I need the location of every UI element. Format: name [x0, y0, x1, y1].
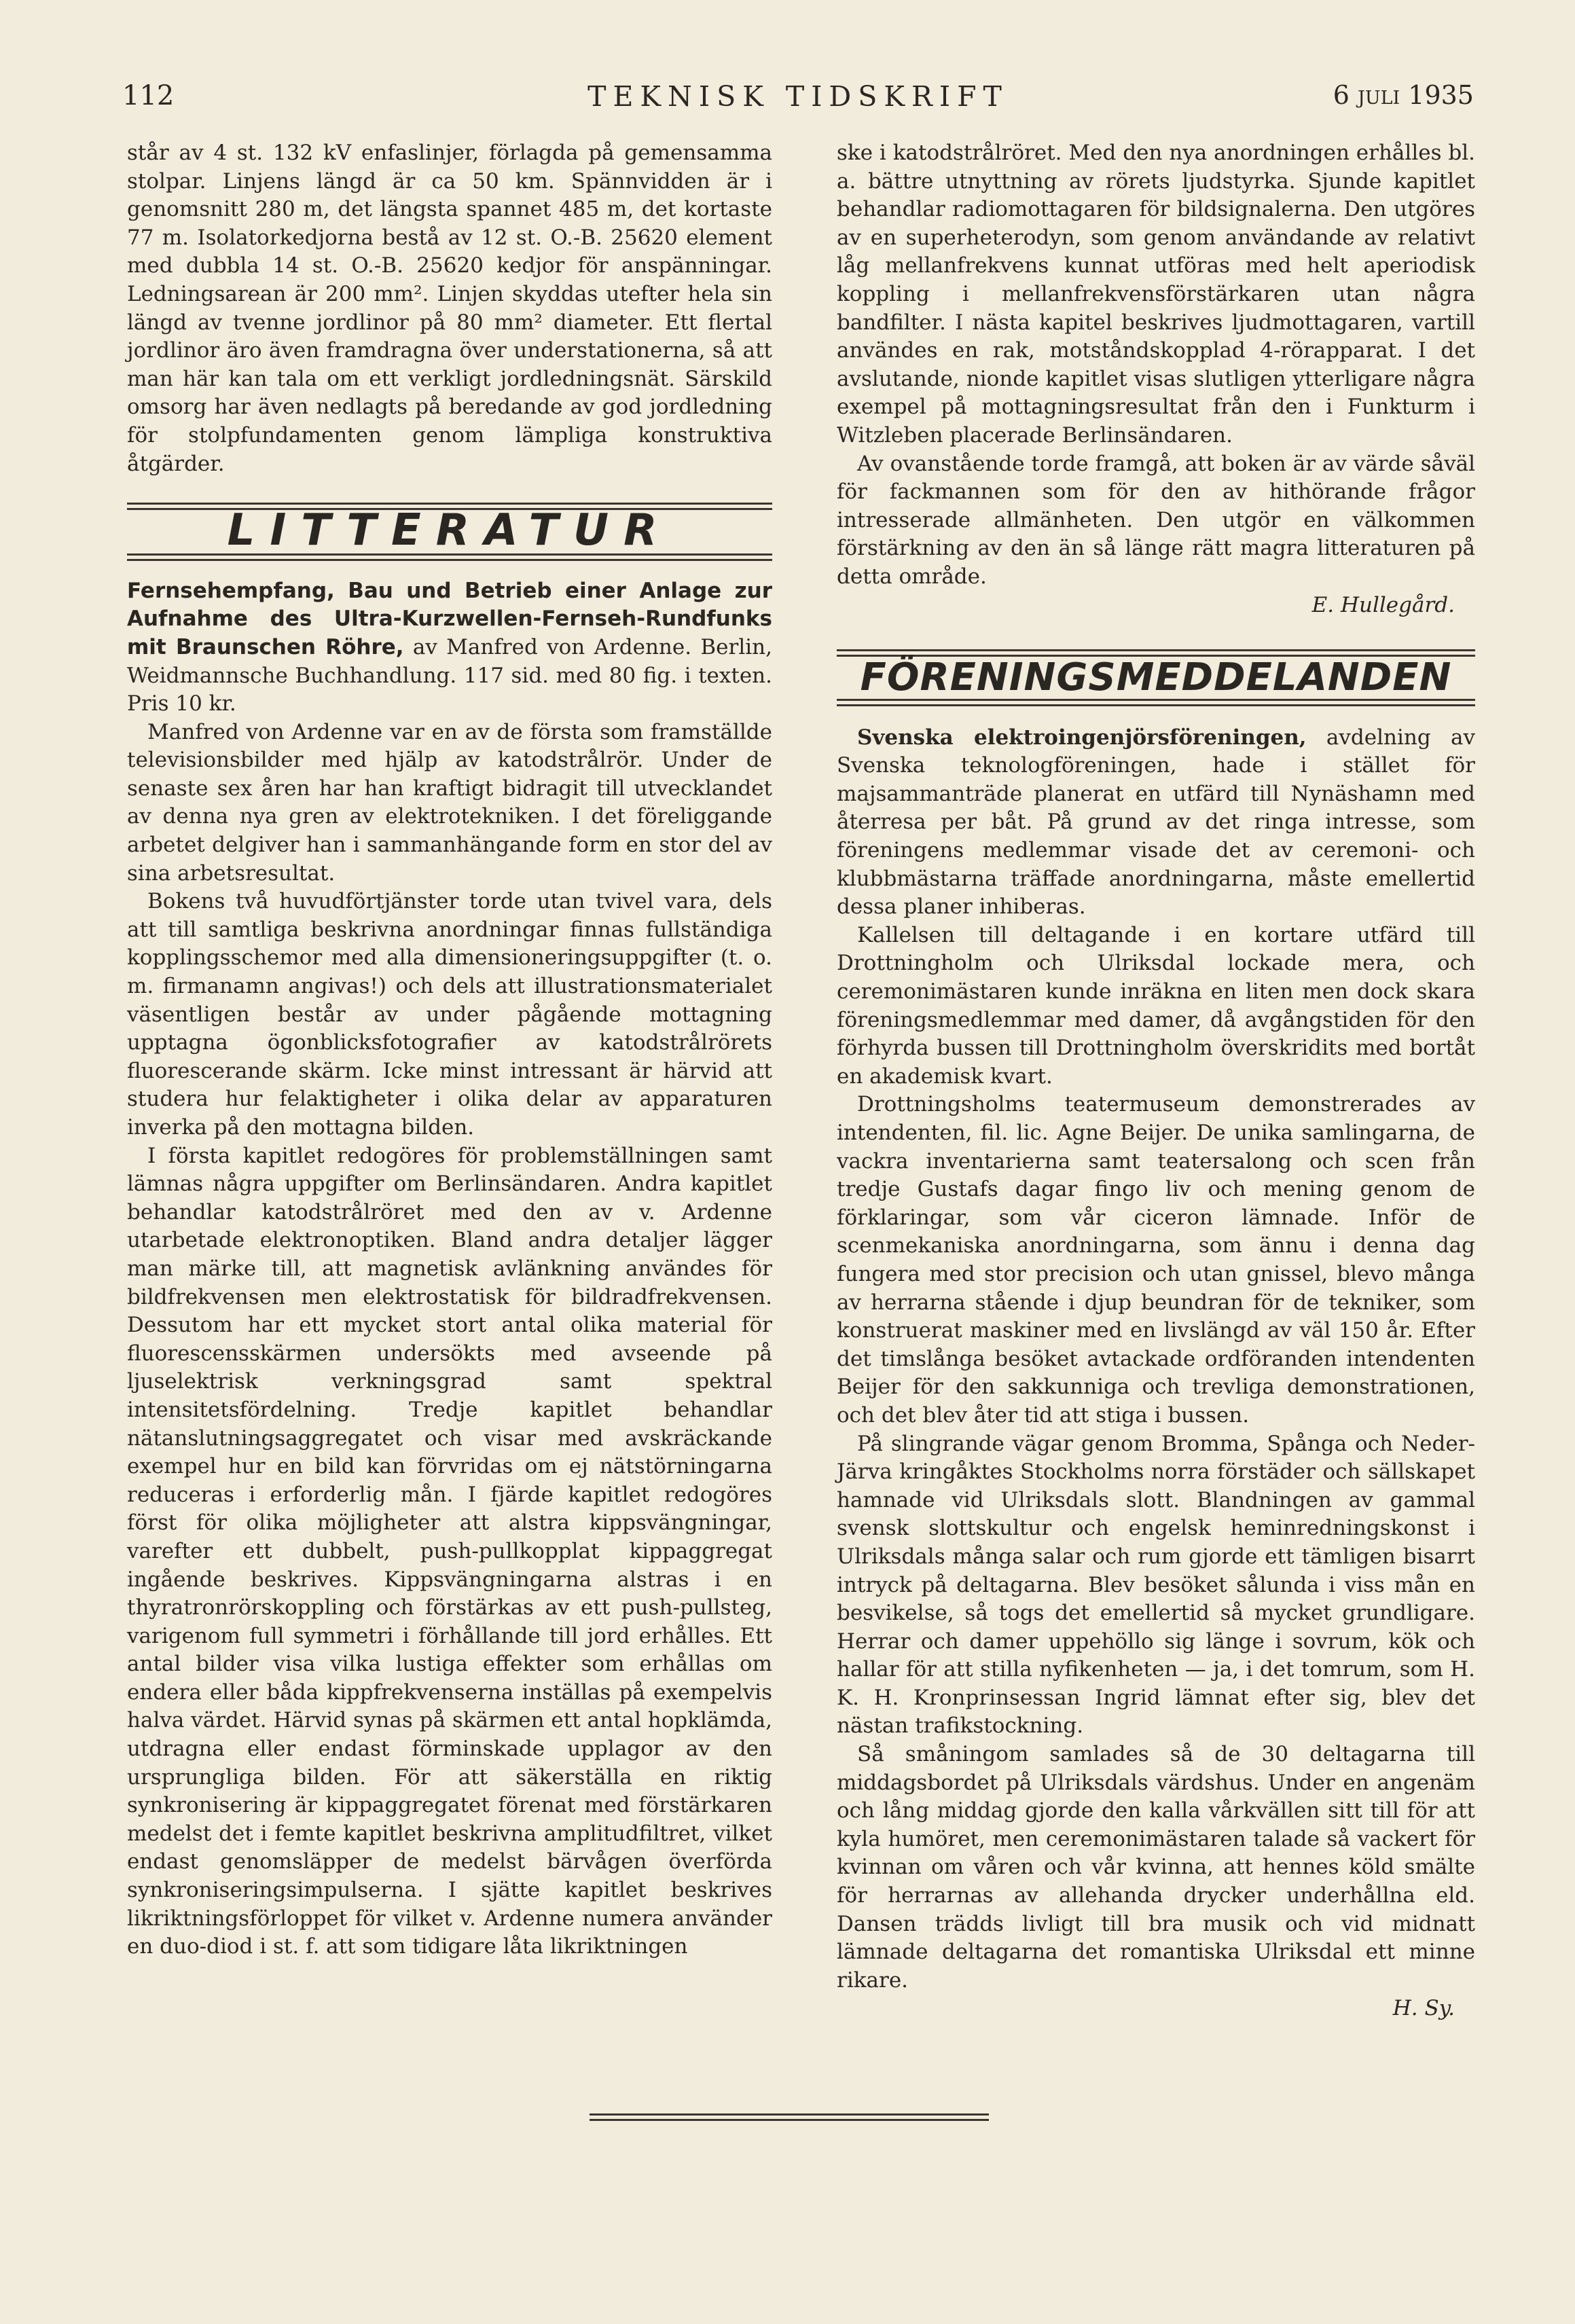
review-paragraph-2: Bokens två huvudförtjänster torde utan tvivel vara, dels att till samtliga beskrivna anordningar finnas fullständiga kopplingsschemor med alla dimensioneringsuppgifter (t. o. m. firmanamn angivas!) och dels att illustrationsmaterialet väsentligen består av under pågående mottagning upptagna ögonblicksfotografier av katodstrålrörets fluorescerande skärm. Icke minst intressant är härvid att studera hur felaktigheter i olika delar av apparaturen inverka på den mottagna bilden. [127, 889, 772, 1140]
notice-signature: H. Sy. [1392, 1996, 1455, 2021]
notice-paragraph-1 [837, 724, 1475, 922]
continued-article-text: står av 4 st. 132 kV enfaslinjer, förlagda på gemensamma stolpar. Linjens längd är ca 50 km. Spännvidden är i genomsnitt 280 m, det längsta spannet 485 m, det kortaste 77 m. Isolatorkedjorna bestå av 12 st. O.-B. 25620 element med dubbla 14 st. O.-B. 25620 kedjor för anspänningar. Ledningsarean är 200 mm². Linjen skyddas utefter hela sin längd av tvenne jordlinor på 80 mm² diameter. Ett flertal jordlinor äro även framdragna över understationerna, så att man här kan tala om ett verkligt jordledningsnät. Särskild omsorg har även nedlagts på beredande av god jordledning för stolpfundamenten genom lämpliga konstruktiva åtgärder. [127, 141, 772, 476]
foreningar-heading: FÖRENINGSMEDDELANDEN [860, 655, 1452, 700]
journal-title: TEKNISK TIDSKRIFT [587, 80, 1009, 113]
notice-paragraph-2: Kallelsen till deltagande i en kortare utfärd till Drottningholm och Ulriksdal lockade mera, och ceremonimästaren kunde inräkna en liten men dock skara föreningsmedlemmar med damer, då avgångstiden för den förhyrda bussen till Drottningholm överskridits med bortåt en akademisk kvart. [837, 922, 1475, 1089]
review-paragraph-4: Av ovanstående torde framgå, att boken är av värde såväl för fackmannen som för den av hithörande frågor intresserade allmänheten. Den utgör en välkommen förstärkning av den än så länge rätt magra litteraturen på detta område. [837, 451, 1475, 589]
date-month: juli [1358, 80, 1400, 110]
book-meta: av Manfred von Ardenne. Berlin, Weidmannsche Buchhandlung. 117 sid. med 80 fig. i texten. Pris 10 kr. [127, 634, 772, 716]
left-column [127, 139, 772, 1961]
end-rule [590, 2113, 989, 2121]
issue-date [1333, 80, 1474, 110]
foreningar-heading-block [837, 649, 1475, 706]
review-signature: E. Hullegård. [1311, 592, 1455, 617]
notice-paragraph-4: På slingrande vägar genom Bromma, Spånga och Neder-Järva kringåktes Stockholms norra förstäder och sällskapet hamnade vid Ulriksdals slott. Blandningen av gammal svensk slottskultur och engelsk heminredningskonst i Ulriksdals många salar och rum gjorde ett tämligen bisarrt intryck på deltagarna. Blev besöket sålunda i viss mån en besvikelse, så togs det emellertid så mycket grundligare. Herrar och damer uppehöllo sig länge i sovrum, kök och hallar för att stilla nyfikenheten — ja, i det tomrum, som H. K. H. Kronprinsessan Ingrid lämnat efter sig, blev det nästan trafikstockning. [837, 1431, 1475, 1739]
litteratur-heading-block [127, 503, 772, 561]
heading-rule-bottom [837, 699, 1475, 706]
book-reference [127, 577, 772, 719]
review-paragraph-1: Manfred von Ardenne var en av de första som framställde televisionsbilder med hjälp av katodstrålrör. Under de senaste sex åren har han kraftigt bidragit till utvecklandet av denna nya gren av elektrotekniken. I det föreliggande arbetet delgiver han i sammanhängande form en stor del av sina arbetsresultat. [127, 719, 772, 886]
litteratur-heading: LITTERATUR [227, 505, 672, 556]
notice-paragraph-1-text: avdelning av Svenska teknologföreningen, hade i stället för majsammanträde planerat en utfärd till Nynäshamn med återresa per båt. På grund av det ringa intresse, som föreningens medlemmar visade det av ceremoni- och klubbmästarna träffade anordningarna, måste emellertid dessa planer inhiberas. [837, 725, 1475, 920]
notice-paragraph-5: Så småningom samlades så de 30 deltagarna till middagsbordet på Ulriksdals värdshus. Under en angenäm och lång middag gjorde den kalla vårkvällen sitt till för att kyla humöret, men ceremonimästaren talade så vackert för kvinnan om våren och vår kvinna, att hennes köld smälte för herrarnas av allehanda drycker underhållna eld. Dansen trädds livligt till bra musik och vid midnatt lämnade deltagarna det romantiska Ulriksdal ett minne rikare. [837, 1742, 1475, 1993]
review-paragraph-3-continued: ske i katodstrålröret. Med den nya anordningen erhålles bl. a. bättre utnyttning av rörets ljudstyrka. Sjunde kapitlet behandlar radiomottagaren för bildsignalerna. Den utgöres av en superheterodyn, som genom användande av relativt låg mellanfrekvens kunnat utföras med helt aperiodisk koppling i mellanfrekvensförstärkaren utan några bandfilter. I nästa kapitel beskrives ljudmottagaren, vartill användes en rak, motståndskopplad 4-rörapparat. I det avslutande, nionde kapitlet visas slutligen ytterligare några exempel på mottagningsresultat från den i Funkturm i Witzleben placerade Berlinsändaren. [837, 141, 1475, 448]
page-number: 112 [122, 80, 175, 111]
review-paragraph-3: I första kapitlet redogöres för problemställningen samt lämnas några uppgifter om Berlinsändaren. Andra kapitlet behandlar katodstrålröret med den av v. Ardenne utarbetade elektronoptiken. Bland andra detaljer lägger man märke till, att magnetisk avlänkning användes för bildfrekvensen men elektrostatisk för bildradfrekvensen. Dessutom har ett mycket stort antal olika material för fluorescensskärmen undersökts med avseende på ljuselektrisk verkningsgrad samt spektral intensitetsfördelning. Tredje kapitlet behandlar nätanslutningsaggregatet och visar med avskräckande exempel hur en bild kan förvridas om ej nätstörningarna reduceras i erforderlig mån. I fjärde kapitlet redogöres först för olika möjligheter att alstra kippsvängningar, varefter ett dubbelt, push-pullkopplat kippaggregat ingående beskrives. Kippsvängningarna alstras i en thyratronrörskoppling och förstärkas av ett push-pullsteg, varigenom full symmetri i förhållande till jord erhålles. Ett antal bilder visa vilka lustiga effekter som erhållas om endera eller båda kippfrekvenserna inställas på exempelvis halva värdet. Härvid synas på skärmen ett antal hopklämda, utdragna eller endast förminskade upplagor av den ursprungliga bilden. För att säkerställa en riktig synkronisering är kippaggregatet förenat med förstärkaren medelst det i femte kapitlet beskrivna amplitudfiltret, vilket endast genomsläpper de medelst bärvågen överförda synkroniseringsimpulserna. I sjätte kapitlet beskrives likriktningsförloppet för vilket v. Ardenne numera använder en duo-diod i st. f. att som tidigare låta likriktningen [127, 1143, 772, 1959]
book-title: Fernsehempfang, Bau und Betrieb einer Anlage zur Aufnahme des Ultra-Kurzwellen-Fernseh-Rundfunks mit Braunschen Röhre, [127, 578, 772, 659]
right-column [837, 139, 1475, 2023]
date-year: 1935 [1408, 80, 1474, 110]
date-day: 6 [1333, 80, 1350, 110]
page-header [122, 80, 1474, 128]
organization-name: Svenska elektroingenjörsföreningen, [857, 725, 1307, 750]
notice-paragraph-3: Drottningsholms teatermuseum demonstrerades av intendenten, fil. lic. Agne Beijer. De unika samlingarna, de vackra inventarierna samt teatersalong och scen från tredje Gustafs dagar fingo liv och mening genom de förklaringar, som vår ciceron lämnade. Inför de scenmekaniska anordningarna, som ännu i denna dag fungera med stor precision och utan gnissel, blevo många av herrarna stående i djup beundran för de tekniker, som konstruerat maskiner med en livslängd av väl 150 år. Efter det timslånga besöket avtackade ordföranden intendenten Beijer för den sakkunniga och trevliga demonstrationen, och det blev åter tid att stiga i bussen. [837, 1092, 1475, 1428]
